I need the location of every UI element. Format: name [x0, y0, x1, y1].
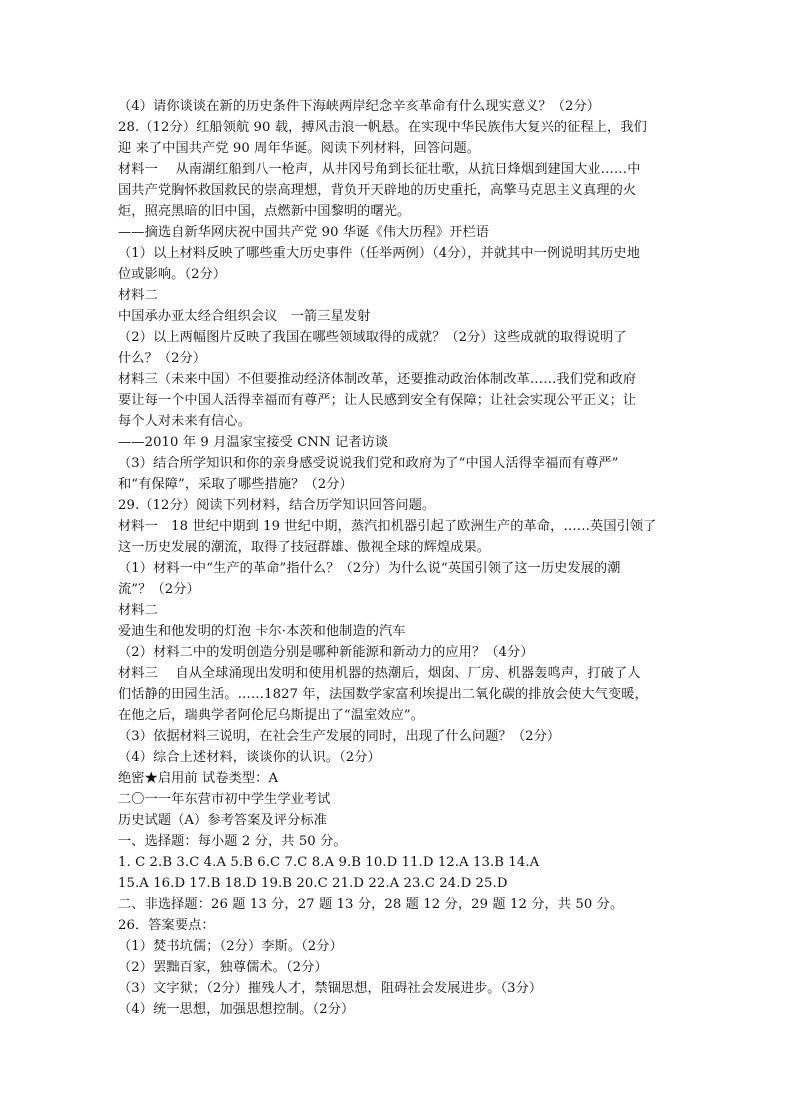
- material-1-text-end: 炬，照亮黑暗的旧中国，点燃新中国黎明的曙光。: [118, 204, 411, 219]
- question-28-1: （1）以上材料反映了哪些重大历史事件（任举两例）（4分），并就其中一例说明其历史地: [118, 246, 640, 261]
- q29-material-3-text: 材料三 自从全球涌现出发明和使用机器的热潮后，烟囱、厂房、机器轰鸣声，打破了人: [118, 666, 641, 681]
- material-1-text: 材料一 从南湖红船到八一枪声，从井冈号角到长征壮歌，从抗日烽烟到建国大业……中: [118, 162, 641, 177]
- question-28-intro: 28.（12分）红船领航 90 载，搏风击浪一帆悬。在实现中华民族伟大复兴的征程上，我们: [118, 120, 647, 135]
- q29-material-2-captions: 爱迪生和他发明的灯泡 卡尔·本茨和他制造的汽车: [118, 624, 406, 639]
- question-29-4: （4）综合上述材料，谈谈你的认识。（2分）: [118, 750, 381, 765]
- material-1-text-cont: 国共产党胸怀救国救民的崇高理想，背负开天辟地的历史重托，高擎马克思主义真理的火: [118, 183, 637, 198]
- document-page: [118, 96, 678, 1020]
- material-2-captions: 中国承办亚太经合组织会议 一箭三星发射: [118, 309, 371, 324]
- material-3-source: ——2010 年 9 月温家宝接受 CNN 记者访谈: [118, 435, 389, 450]
- material-2-heading: 材料二: [118, 288, 158, 303]
- question-28-intro-cont: 迎 来了中国共产党 90 周年华诞。阅读下列材料，回答问题。: [118, 141, 481, 156]
- answer-26-1: （1）焚书坑儒；（2分）李斯。（2分）: [118, 939, 343, 954]
- q29-material-1-text-cont: 这一历史发展的潮流，取得了技冠群雄、傲视全球的辉煌成果。: [118, 540, 491, 555]
- question-28-3-cont: 和“有保障”，采取了哪些措施？（2分）: [118, 477, 353, 492]
- material-1-source: ——摘选自新华网庆祝中国共产党 90 华诞《伟大历程》开栏语: [118, 225, 490, 240]
- material-3-text: 材料三（未来中国）不但要推动经济体制改革，还要推动政治体制改革……我们党和政府: [118, 372, 637, 387]
- question-28-2: （2）以上两幅图片反映了我国在哪些领域取得的成就？（2分）这些成就的取得说明了: [118, 330, 627, 345]
- question-29-3: （3）依据材料三说明，在社会生产发展的同时，出现了什么问题？（2分）: [118, 729, 561, 744]
- question-28-3: （3）结合所学知识和你的亲身感受说说我们党和政府为了“中国人活得幸福而有尊严”: [118, 456, 619, 471]
- q29-material-3-text-cont: 们恬静的田园生活。……1827 年，法国数学家富利埃提出二氧化碳的排放会使大气变暖，: [118, 687, 648, 702]
- question-29-1-cont: 流”？（2分）: [118, 582, 200, 597]
- q29-material-1-text: 材料一 18 世纪中期到 19 世纪中期，蒸汽扣机器引起了欧洲生产的革命，……英国引领了: [118, 519, 657, 534]
- answer-key-title: 历史试题（A）参考答案及评分标准: [118, 813, 327, 828]
- question-28-1-cont: 位或影响。（2分）: [118, 267, 227, 282]
- q29-material-2-heading: 材料二: [118, 603, 158, 618]
- material-3-text-cont: 要让每一个中国人活得幸福而有尊严；让人民感到安全有保障；让社会实现公平正义；让: [118, 393, 637, 408]
- confidential-header: 绝密★启用前 试卷类型：A: [118, 771, 279, 786]
- section-1-heading: 一、选择题：每小题 2 分，共 50 分。: [118, 834, 347, 849]
- mc-answers-row-1: 1. C 2.B 3.C 4.A 5.B 6.C 7.C 8.A 9.B 10.D 11.D 12.A 13.B 14.A: [118, 855, 540, 870]
- answer-26-4: （4）统一思想，加强思想控制。（2分）: [118, 1002, 355, 1017]
- question-27-4: （4）请你谈谈在新的历史条件下海峡两岸纪念辛亥革命有什么现实意义？（2分）: [118, 99, 601, 114]
- question-29-1: （1）材料一中“生产的革命”指什么？（2分）为什么说“英国引领了这一历史发展的潮: [118, 561, 621, 576]
- question-29-intro: 29.（12分）阅读下列材料，结合历学知识回答问题。: [118, 498, 436, 513]
- answer-26-3: （3）文字狱；（2分）摧残人才，禁锢思想，阻碍社会发展进步。（3分）: [118, 981, 543, 996]
- exam-title: 二〇一一年东营市初中学生学业考试: [118, 792, 331, 807]
- material-3-text-end: 每个人对未来有信心。: [118, 414, 251, 429]
- mc-answers-row-2: 15.A 16.D 17.B 18.D 19.B 20.C 21.D 22.A 23.C 24.D 25.D: [118, 876, 508, 891]
- section-2-heading: 二、非选择题：26 题 13 分，27 题 13 分，28 题 12 分，29 题 12 分，共 50 分。: [118, 897, 624, 912]
- question-28-2-cont: 什么？（2分）: [118, 351, 207, 366]
- question-29-2: （2）材料二中的发明创造分别是哪种新能源和新动力的应用？（4分）: [118, 645, 534, 660]
- q29-material-3-text-end: 在他之后，瑞典学者阿伦尼乌斯提出了“温室效应”。: [118, 708, 425, 723]
- answer-26-2: （2）罢黜百家，独尊儒术。（2分）: [118, 960, 328, 975]
- answer-26-heading: 26．答案要点：: [118, 918, 215, 933]
